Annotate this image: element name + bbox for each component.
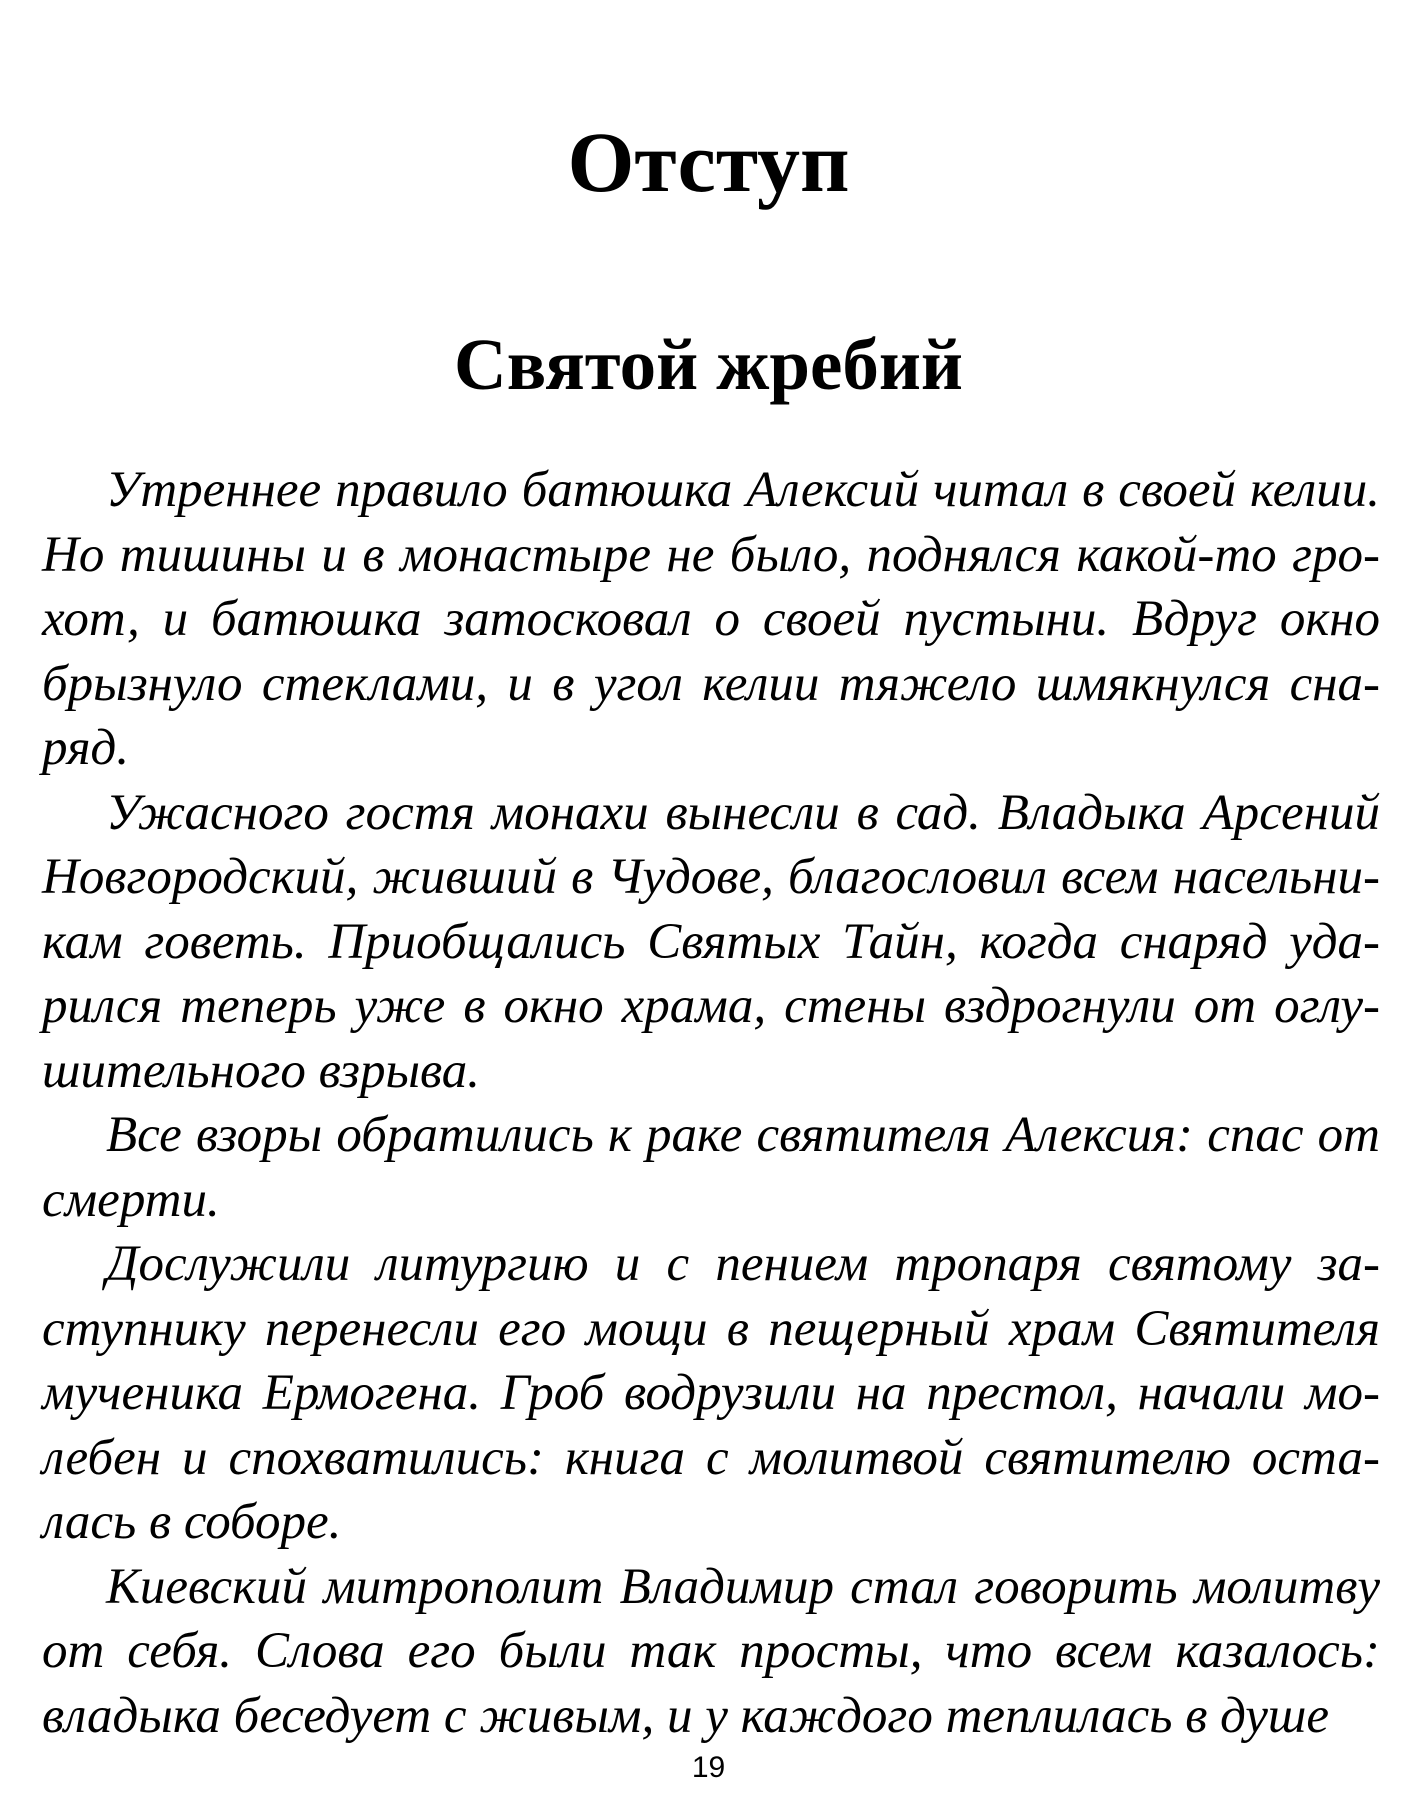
page-number: 19: [691, 1751, 726, 1784]
paragraph: Все взоры обратились к раке святителя Алексия: спас от смерти.: [42, 1107, 1380, 1228]
paragraph: Ужасного гостя монахи вынесли в сад. Владыка Арсений Новгородский, живший в Чудове, благословил всем насельникам говеть. Приобщались Святых Тайн, когда снаряд ударился теперь уже в окно храма, стены вздрогнули от оглушительного взрыва.: [42, 784, 1380, 1099]
section-title: Отступ: [567, 114, 850, 210]
body-text: [42, 458, 1380, 1748]
paragraph: Дослужили литургию и с пением тропаря святому заступнику перенесли его мощи в пещерный храм Святителя мученика Ермогена. Гроб водрузили на престол, начали молебен и спохватились: книга с молитвой святителю осталась в соборе.: [42, 1236, 1380, 1550]
chapter-title: Святой жребий: [454, 324, 963, 405]
paragraph: Утреннее правило батюшка Алексий читал в своей келии. Но тишины и в монастыре не было, поднялся какой-то грохот, и батюшка затосковал о своей пустыни. Вдруг окно брызнуло стеклами, и в угол келии тяжело шмякнулся снаряд.: [42, 462, 1380, 776]
paragraph: Киевский митрополит Владимир стал говорить молитву от себя. Слова его были так просты, что всем казалось: владыка беседует с живым, и у каждого теплилась в душе: [42, 1558, 1380, 1744]
